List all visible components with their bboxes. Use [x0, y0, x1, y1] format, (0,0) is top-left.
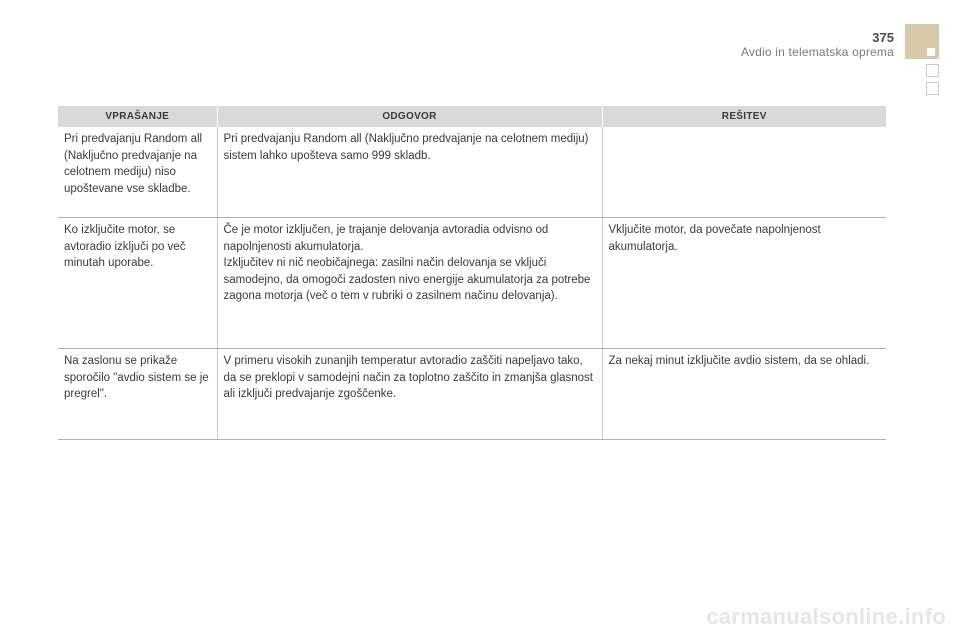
- question-cell: Na zaslonu se prikaže sporočilo "avdio sistem se je pregrel".: [58, 349, 217, 440]
- solution-cell: Za nekaj minut izključite avdio sistem, da se ohladi.: [602, 349, 886, 440]
- answer-line: Pri predvajanju Random all (Naključno predvajanje na celotnem mediju) sistem lahko upošteva samo 999 skladb.: [223, 133, 589, 162]
- watermark: carmanualsonline.info: [706, 604, 946, 629]
- chapter-box-icon: [926, 64, 939, 77]
- solution-cell: [602, 127, 886, 218]
- column-header-question: VPRAŠANJE: [58, 106, 217, 127]
- answer-cell: [217, 218, 602, 349]
- table-row: [58, 349, 886, 440]
- table-row: [58, 218, 886, 349]
- answer-line: V primeru visokih zunanjih temperatur avtoradio zaščiti napeljavo tako, da se preklopi v samodejni način za toplotno zaščito in zmanjša glasnost ali izključi predvajanje zgoščenke.: [223, 355, 593, 400]
- table-header-row: [58, 106, 886, 127]
- answer-line: Če je motor izključen, je trajanje delovanja avtoradia odvisno od napolnjenosti akumulatorja.: [223, 224, 549, 253]
- column-header-answer: ODGOVOR: [217, 106, 602, 127]
- section-title: Avdio in telematska oprema: [740, 45, 894, 59]
- chapter-tab-marker: [905, 24, 939, 59]
- chapter-box-icon: [926, 82, 939, 95]
- table-row: [58, 127, 886, 218]
- chapter-tab-dot-icon: [927, 48, 935, 56]
- answer-cell: [217, 349, 602, 440]
- page-number: 375: [872, 30, 894, 45]
- solution-cell: Vključite motor, da povečate napolnjenost akumulatorja.: [602, 218, 886, 349]
- column-header-solution: REŠITEV: [602, 106, 886, 127]
- question-cell: Ko izključite motor, se avtoradio izključi po več minutah uporabe.: [58, 218, 217, 349]
- faq-table: [58, 106, 886, 440]
- answer-line: Izključitev ni nič neobičajnega: zasilni način delovanja se vključi samodejno, da omogoči zadosten nivo energije akumulatorja za potrebe zagona motorja (več o tem v rubriki o zasilnem načinu delovanja).: [223, 257, 591, 302]
- answer-cell: [217, 127, 602, 218]
- question-cell: Pri predvajanju Random all (Naključno predvajanje na celotnem mediju) niso upoštevane vse skladbe.: [58, 127, 217, 218]
